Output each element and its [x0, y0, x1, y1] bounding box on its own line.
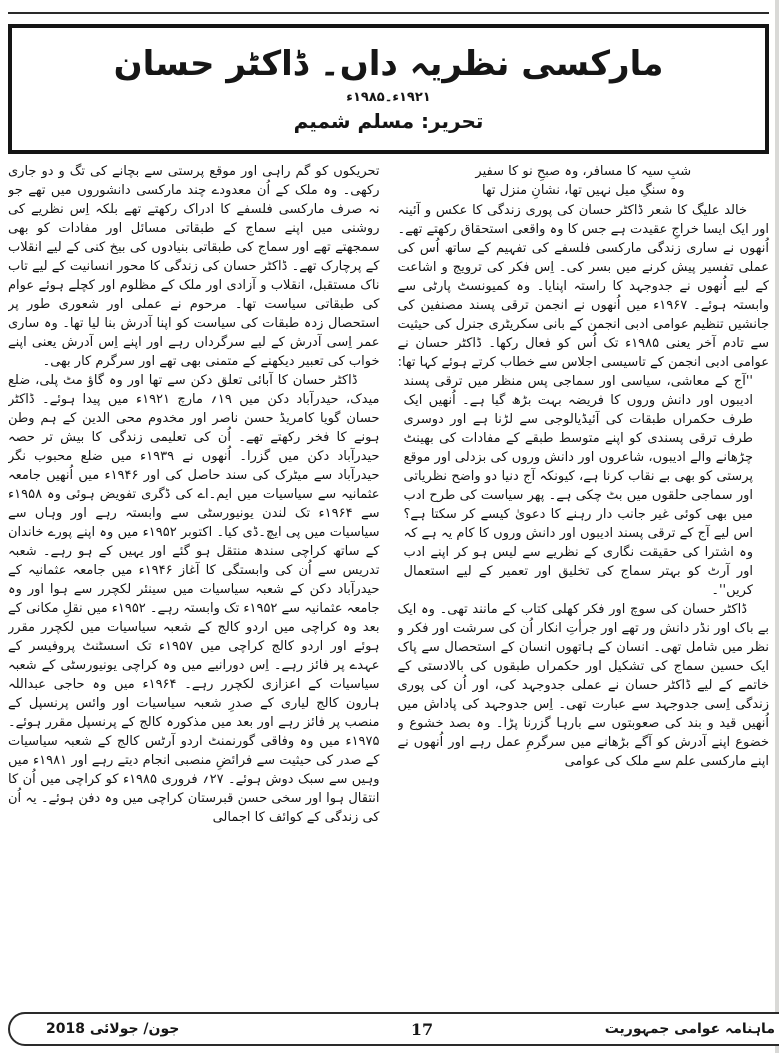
top-rule	[8, 12, 769, 14]
block-quote: ''آج کے معاشی، سیاسی اور سماجی پس منظر میں ترقی پسند ادیبوں اور دانش وروں کا فریضہ بہت بڑھ گیا ہے۔ اُنھیں ایک طرف حکمراں طبقات کی آئیڈیالوجی سے لڑنا ہے اور دوسری طرف ترقی پسندی کو اپنے متوسط طبقے کے مفادات کی بھینٹ چڑھانے والے ادیبوں، شاعروں اور دانش وروں کی بزدلی اور موقع پرستی کو بھی بے نقاب کرنا ہے، کیونکہ آج دنیا دو واضح نظریاتی اور سماجی حلقوں میں بٹ چکی ہے۔ پھر سیاست کی طرح ادب میں بھی کوئی غیر جانب دار رہنے کا دعویٰ کیسے کر سکتا ہے؟ اس لیے آج کے ترقی پسند ادیبوں اور دانش وروں کا کام یہ ہے کہ وہ اشترا کی حقیقت نگاری کے نظریے سے لیس ہو کر اپنے ادب اور آرٹ کو بہتر سماج کی تخلیق اور تعمیر کے لیے استعمال کریں''۔	[403, 374, 753, 598]
journal-name: ماہنامہ عوامی جمہوریت	[604, 1021, 775, 1037]
article-header	[8, 24, 769, 154]
page-footer	[8, 1012, 779, 1046]
paragraph: خالد علیگ کا شعر ڈاکٹر حسان کی پوری زندگی کا عکس و آئینہ اور ایک ایسا خراجِ عقیدت ہے جس کا وہ واقعی استحقاق رکھتے تھے۔ اُنھوں نے ساری زندگی مارکسی فلسفے کی تفہیم کے ساتھ اُس کی عملی تفسیر پیش کرنے میں بسر کی۔ اِس فکر کی ترویج و اشاعت کے لیے اُنھوں نے جدوجہد کا راستہ اپنایا۔ وہ کمیونسٹ پارٹی سے وابستہ ہوئے۔ ۱۹۶۷ء میں اُنھوں نے انجمن ترقی پسند مصنفین کی جانشیں تنظیم عوامی ادبی انجمن کے بانی سکریٹری جنرل کی حیثیت سے تادم آخر یعنی ۱۹۸۵ء تک اُس کو فعال رکھا۔ ڈاکٹر حسان نے عوامی ادبی انجمن کے تاسیسی اجلاس سے خطاب کرتے ہوئے کہا تھا:	[397, 203, 769, 370]
paragraph: تحریکوں کو گم راہی اور موقع پرستی سے بچانے کی تگ و دو جاری رکھی۔ وہ ملک کے اُن معدودے چند مارکسی دانشوروں میں تھے جو نہ صرف مارکسی فلسفے کا ادراک رکھتے تھے بلکہ اِس نظریے کی روشنی میں اپنے سماج کے طبقاتی مسائل اور مفادات کو بھی سمجھتے تھے اور سماج کی طبقاتی بنیادوں کی بیخ کنی کے لیے انقلاب کے پرچارک تھے۔ ڈاکٹر حسان کی زندگی کا محور انسانیت کے لیے تاب ناک مستقبل، انقلاب و آزادی اور ملک کے مظلوم اور کچلے ہوئے عوام کی طبقاتی سیاست تھا۔ مرحوم نے عملی اور شعوری طور پر استحصال زدہ طبقات کی سیاست کو اپنا آدرش بنا لیا تھا۔ وہ ساری عمر اِسی آدرش کے لیے سرگرداں رہے اور اپنے اِس آدرش یعنی اپنے خواب کی تعبیر دیکھنے کے متمنی بھی تھے اور سرگرم کار بھی۔	[8, 164, 380, 369]
paragraph: ڈاکٹر حسان کی سوچ اور فکر کھلی کتاب کے مانند تھی۔ وہ ایک بے باک اور نڈر دانش ور تھے اور جرأتِ انکار اُن کی سرشت اور فکر و نظر میں شامل تھی۔ انسان کے ہاتھوں انسان کے استحصال سے پاک ایک حسین سماج کی تشکیل اور حکمراں طبقوں کی بالادستی کے خاتمے کے لیے ڈاکٹر حسان نے عملی جدوجہد کی، اور اُن کی پوری زندگی اِسی جدوجہد سے عبارت تھی۔ اِس جدوجہد کی پاداش میں اُنھیں قید و بند کی صعوبتوں سے بارہا گزرنا پڑا۔ وہ بصد خشوع و خضوع اپنے آدرش کو آگے بڑھانے میں سرگرمِ عمل رہے اور اُنھوں نے اپنے مارکسی علم سے ملک کی عوامی	[397, 602, 769, 769]
scan-edge	[775, 0, 779, 1053]
issue-date: جون/ جولائی 2018	[46, 1021, 180, 1037]
opening-couplet	[398, 162, 770, 200]
page-number: 17	[410, 1019, 434, 1039]
article-dates: ۱۹۲۱ء۔۱۹۸۵ء	[346, 90, 431, 106]
paragraph: ڈاکٹر حسان کا آبائی تعلق دکن سے تھا اور وہ گاؤ مٹ پلی، ضلع میدک، حیدرآباد دکن میں ۱۹؍ مارچ ۱۹۲۱ء میں پیدا ہوئے۔ ڈاکٹر حسان گویا کامریڈ حسن ناصر اور مخدوم محی الدین کے ہم وطن ہونے کا فخر رکھتے تھے۔ اُن کی تعلیمی زندگی کا بیش تر حصہ حیدرآباد دکن میں گزرا۔ اُنھوں نے ۱۹۳۹ء میں ضلع محبوب نگر حیدرآباد سے میٹرک کی سند حاصل کی اور ۱۹۴۶ء میں اُنھیں جامعہ عثمانیہ سے سیاسیات میں ایم۔اے کی ڈگری تفویض ہوئی وہ ۱۹۵۸ء سے ۱۹۶۴ء تک لندن یونیورسٹی سے وابستہ رہے اور وہاں سے سیاسیات میں پی ایچ۔ڈی کیا۔ اکتوبر ۱۹۵۲ء میں وہ اپنے پورے خاندان کے ساتھ کراچی سندھ منتقل ہو گئے اور یہیں کے ہو رہے۔ شعبہ تدریس سے اُن کی وابستگی کا آغاز ۱۹۴۶ء میں جامعہ عثمانیہ کے حیدرآباد دکن کے شعبہ سیاسیات میں سینئر لکچرر سے ہوا اور وہ جامعہ عثمانیہ سے ۱۹۵۲ء تک وابستہ رہے۔ ۱۹۵۲ء میں نقلِ مکانی کے بعد وہ کراچی میں اردو کالج کے شعبہ سیاسیات میں لکچرر مقرر ہوئے اور اردو کالج کراچی میں ۱۹۵۷ء تک اسسٹنٹ پروفیسر کے عہدے پر فائز رہے۔ اِس دورانیے میں وہ کراچی یونیورسٹی کے شعبہ سیاسیات کے اعزازی لکچرر رہے۔ ۱۹۶۴ء میں وہ حاجی عبداللہ ہارون کالج لیاری کے صدرِ شعبہ سیاسیات اور وائس پرنسپل کے منصب پر فائز رہے اور بعد میں مذکورہ کالج کے پرنسپل مقرر ہوئے۔ ۱۹۷۵ء میں وہ وفاقی گورنمنٹ اردو آرٹس کالج کے شعبہ سیاسیات کے صدر کی حیثیت سے فرائضِ منصبی انجام دیتے رہے اور ۱۹۸۱ء میں وہیں سے سبک دوش ہوئے۔ ۲۷؍ فروری ۱۹۸۵ء کو کراچی میں اُن کا انتقال ہوا اور سخی حسن قبرستان کراچی میں وہ دفن ہوئے۔ یہ اُن کی زندگی کے کوائف کا اجمالی	[8, 373, 380, 825]
column-first	[398, 162, 770, 1008]
footer-journal	[605, 1016, 779, 1042]
article-title: مارکسی نظریہ داں۔ ڈاکٹر حسان	[113, 43, 664, 84]
couplet-line-1: شبِ سیہ کا مسافر، وہ صبحِ نو کا سفیر	[475, 164, 692, 179]
couplet-line-2: وہ سنگِ میل نہیں تھا، نشانِ منزل تھا	[481, 183, 685, 198]
article-byline: تحریر: مسلم شمیم	[293, 109, 484, 134]
column-second	[8, 162, 380, 1008]
article-body	[8, 162, 769, 1008]
